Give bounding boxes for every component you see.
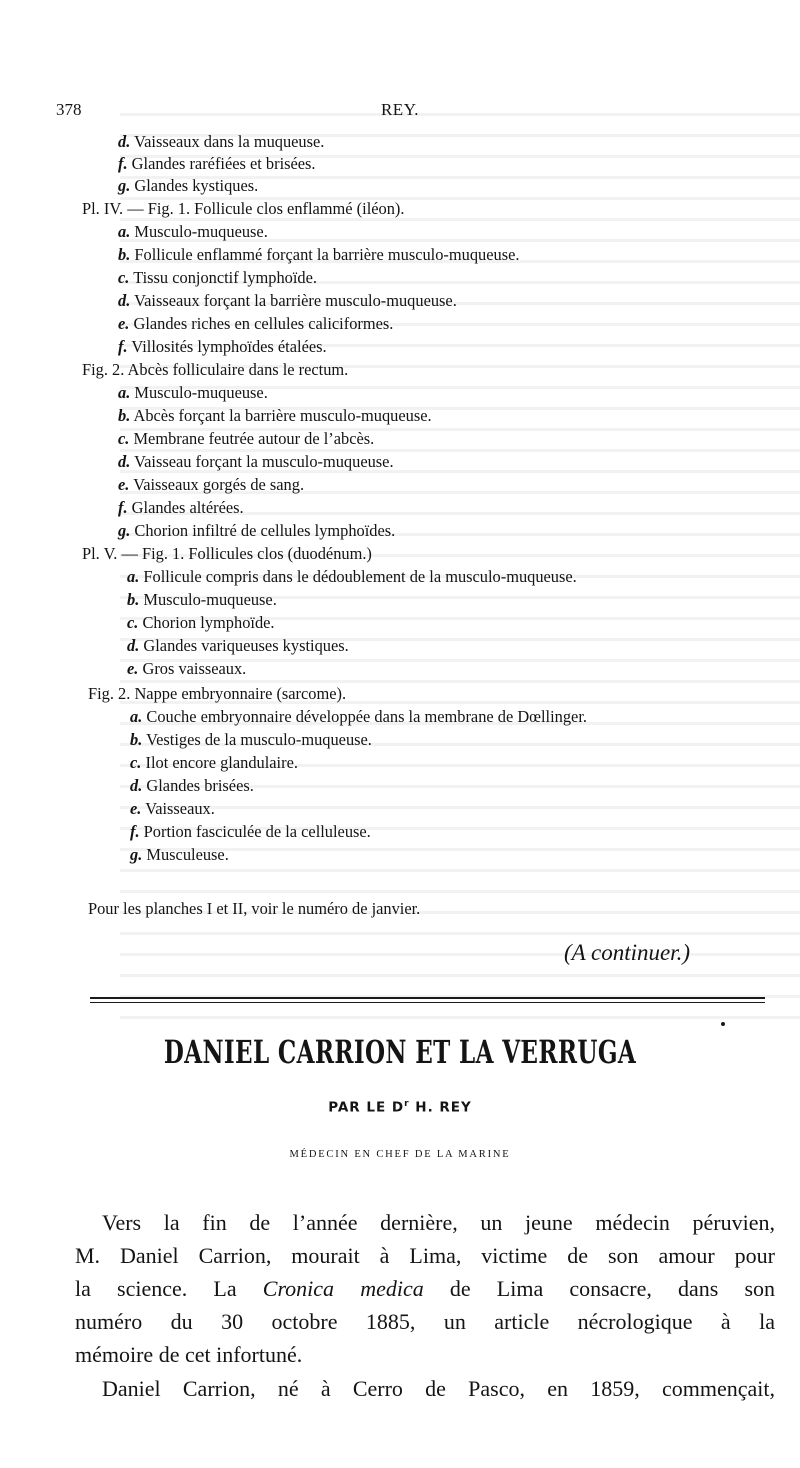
legend-item-label: d. [118, 132, 131, 151]
legend-item-text: Glandes kystiques. [134, 176, 259, 195]
legend-item-text: Glandes brisées. [146, 776, 254, 795]
legend-item [118, 428, 374, 450]
legend-item-text: Chorion lymphoïde. [142, 613, 275, 632]
legend-item [118, 451, 394, 473]
legend-item-text: Glandes raréfiées et brisées. [131, 154, 316, 173]
legend-item [118, 382, 268, 404]
legend-item-label: a. [118, 383, 131, 402]
legend-item-label: c. [118, 429, 130, 448]
text-run: de Lima consacre, dans son [423, 1276, 776, 1301]
legend-item-label: f. [118, 154, 128, 173]
legend-item [130, 844, 229, 866]
legend-item [127, 658, 246, 680]
legend-item [127, 589, 277, 611]
legend-item-label: g. [118, 521, 131, 540]
legend-item-label: g. [130, 845, 143, 864]
legend-item-text: Abcès forçant la barrière musculo-muqueuse. [133, 406, 432, 425]
legend-item-text: Vestiges de la musculo-muqueuse. [146, 730, 372, 749]
legend-item-text: Vaisseaux dans la muqueuse. [134, 132, 325, 151]
journal-title: Cronica medica [262, 1276, 424, 1301]
paragraph-line: numéro du 30 octobre 1885, un article nécrologique à la [75, 1309, 775, 1334]
legend-item [118, 153, 316, 175]
legend-item [118, 244, 519, 266]
legend-item-label: e. [130, 799, 142, 818]
legend-item-label: b. [127, 590, 140, 609]
paragraph-line: Daniel Carrion, né à Cerro de Pasco, en 1859, commençait, [102, 1376, 775, 1401]
legend-item-label: d. [127, 636, 140, 655]
section-divider [90, 997, 765, 999]
page-number: 378 [56, 100, 82, 119]
legend-item [118, 175, 258, 197]
paragraph-line [75, 1274, 775, 1304]
legend-item [130, 775, 254, 797]
figure-heading: Fig. 2. Nappe embryonnaire (sarcome). [88, 684, 347, 703]
legend-item-label: b. [118, 406, 131, 425]
legend-item [130, 706, 587, 728]
legend-item-text: Glandes variqueuses kystiques. [143, 636, 349, 655]
legend-item [118, 221, 268, 243]
paragraph-line: mémoire de cet infortuné. [75, 1342, 303, 1367]
legend-item [118, 313, 393, 335]
legend-item [118, 405, 432, 427]
print-speck [721, 1022, 725, 1026]
legend-item-label: a. [130, 707, 143, 726]
legend-item-label: d. [118, 291, 131, 310]
legend-item-label: c. [118, 268, 130, 287]
legend-item [130, 798, 215, 820]
legend-item-label: a. [127, 567, 140, 586]
legend-item-text: Follicule enflammé forçant la barrière musculo-muqueuse. [134, 245, 520, 264]
article-title: DANIEL CARRION ET LA VERRUGA [163, 1033, 637, 1071]
legend-item-text: Vaisseaux. [145, 799, 215, 818]
legend-item [118, 474, 304, 496]
legend-item [130, 752, 298, 774]
byline-superscript: r [404, 1099, 410, 1109]
plates-note: Pour les planches I et II, voir le numéro de janvier. [88, 899, 421, 918]
legend-item [118, 520, 395, 542]
legend-item-text: Vaisseaux gorgés de sang. [133, 475, 305, 494]
legend-item [127, 635, 349, 657]
legend-item-text: Couche embryonnaire développée dans la membrane de Dœllinger. [146, 707, 587, 726]
legend-item-label: c. [127, 613, 139, 632]
legend-item-text: Glandes riches en cellules caliciformes. [133, 314, 394, 333]
legend-item-text: Portion fasciculée de la celluleuse. [143, 822, 371, 841]
legend-item [118, 497, 244, 519]
legend-item-label: d. [130, 776, 143, 795]
page-header [0, 100, 800, 126]
article-byline [0, 1099, 800, 1116]
legend-item-label: e. [127, 659, 139, 678]
legend-item-label: a. [118, 222, 131, 241]
legend-item [118, 290, 457, 312]
legend-item-label: b. [118, 245, 131, 264]
legend-item-text: Gros vaisseaux. [142, 659, 247, 678]
author-role: MÉDECIN EN CHEF DE LA MARINE [289, 1149, 511, 1160]
legend-item [130, 729, 372, 751]
legend-item-text: Musculeuse. [146, 845, 229, 864]
legend-item [127, 566, 577, 588]
legend-item-label: e. [118, 475, 130, 494]
legend-item-text: Vaisseaux forçant la barrière musculo-muqueuse. [134, 291, 457, 310]
legend-item-label: b. [130, 730, 143, 749]
to-be-continued: (A continuer.) [563, 940, 690, 965]
byline-prefix: PAR LE D [328, 1099, 405, 1116]
legend-item [118, 336, 327, 358]
legend-item-text: Musculo-muqueuse. [134, 222, 268, 241]
legend-item-label: g. [118, 176, 131, 195]
legend-item-text: Musculo-muqueuse. [134, 383, 268, 402]
section-divider-thin [90, 1002, 765, 1003]
paragraph-line: M. Daniel Carrion, mourait à Lima, victime de son amour pour [75, 1243, 775, 1268]
legend-item-text: Membrane feutrée autour de l’abcès. [133, 429, 375, 448]
running-head: REY. [380, 100, 420, 119]
legend-item-text: Vaisseau forçant la musculo-muqueuse. [134, 452, 394, 471]
text-run: la science. La [75, 1276, 263, 1301]
legend-item-text: Chorion infiltré de cellules lymphoïdes. [134, 521, 396, 540]
legend-item-label: e. [118, 314, 130, 333]
legend-item-label: c. [130, 753, 142, 772]
plate-heading: Pl. V. — Fig. 1. Follicules clos (duodénum.) [82, 544, 372, 563]
legend-item-text: Glandes altérées. [131, 498, 244, 517]
paragraph-line: Vers la fin de l’année dernière, un jeune médecin péruvien, [102, 1210, 775, 1235]
legend-item-label: f. [118, 498, 128, 517]
legend-item-text: Villosités lymphoïdes étalées. [131, 337, 327, 356]
legend-item [118, 131, 324, 153]
legend-item-text: Musculo-muqueuse. [143, 590, 277, 609]
legend-item-label: f. [118, 337, 128, 356]
legend-item [130, 821, 371, 843]
plate-heading: Pl. IV. — Fig. 1. Follicule clos enflammé (iléon). [82, 199, 405, 218]
legend-item [118, 267, 317, 289]
legend-item-text: Ilot encore glandulaire. [145, 753, 298, 772]
legend-item-text: Tissu conjonctif lymphoïde. [133, 268, 317, 287]
figure-heading: Fig. 2. Abcès folliculaire dans le rectum. [82, 360, 349, 379]
legend-item-label: d. [118, 452, 131, 471]
author-name: H. REY [409, 1099, 472, 1116]
legend-item [127, 612, 275, 634]
legend-item-label: f. [130, 822, 140, 841]
legend-item-text: Follicule compris dans le dédoublement de la musculo-muqueuse. [143, 567, 577, 586]
